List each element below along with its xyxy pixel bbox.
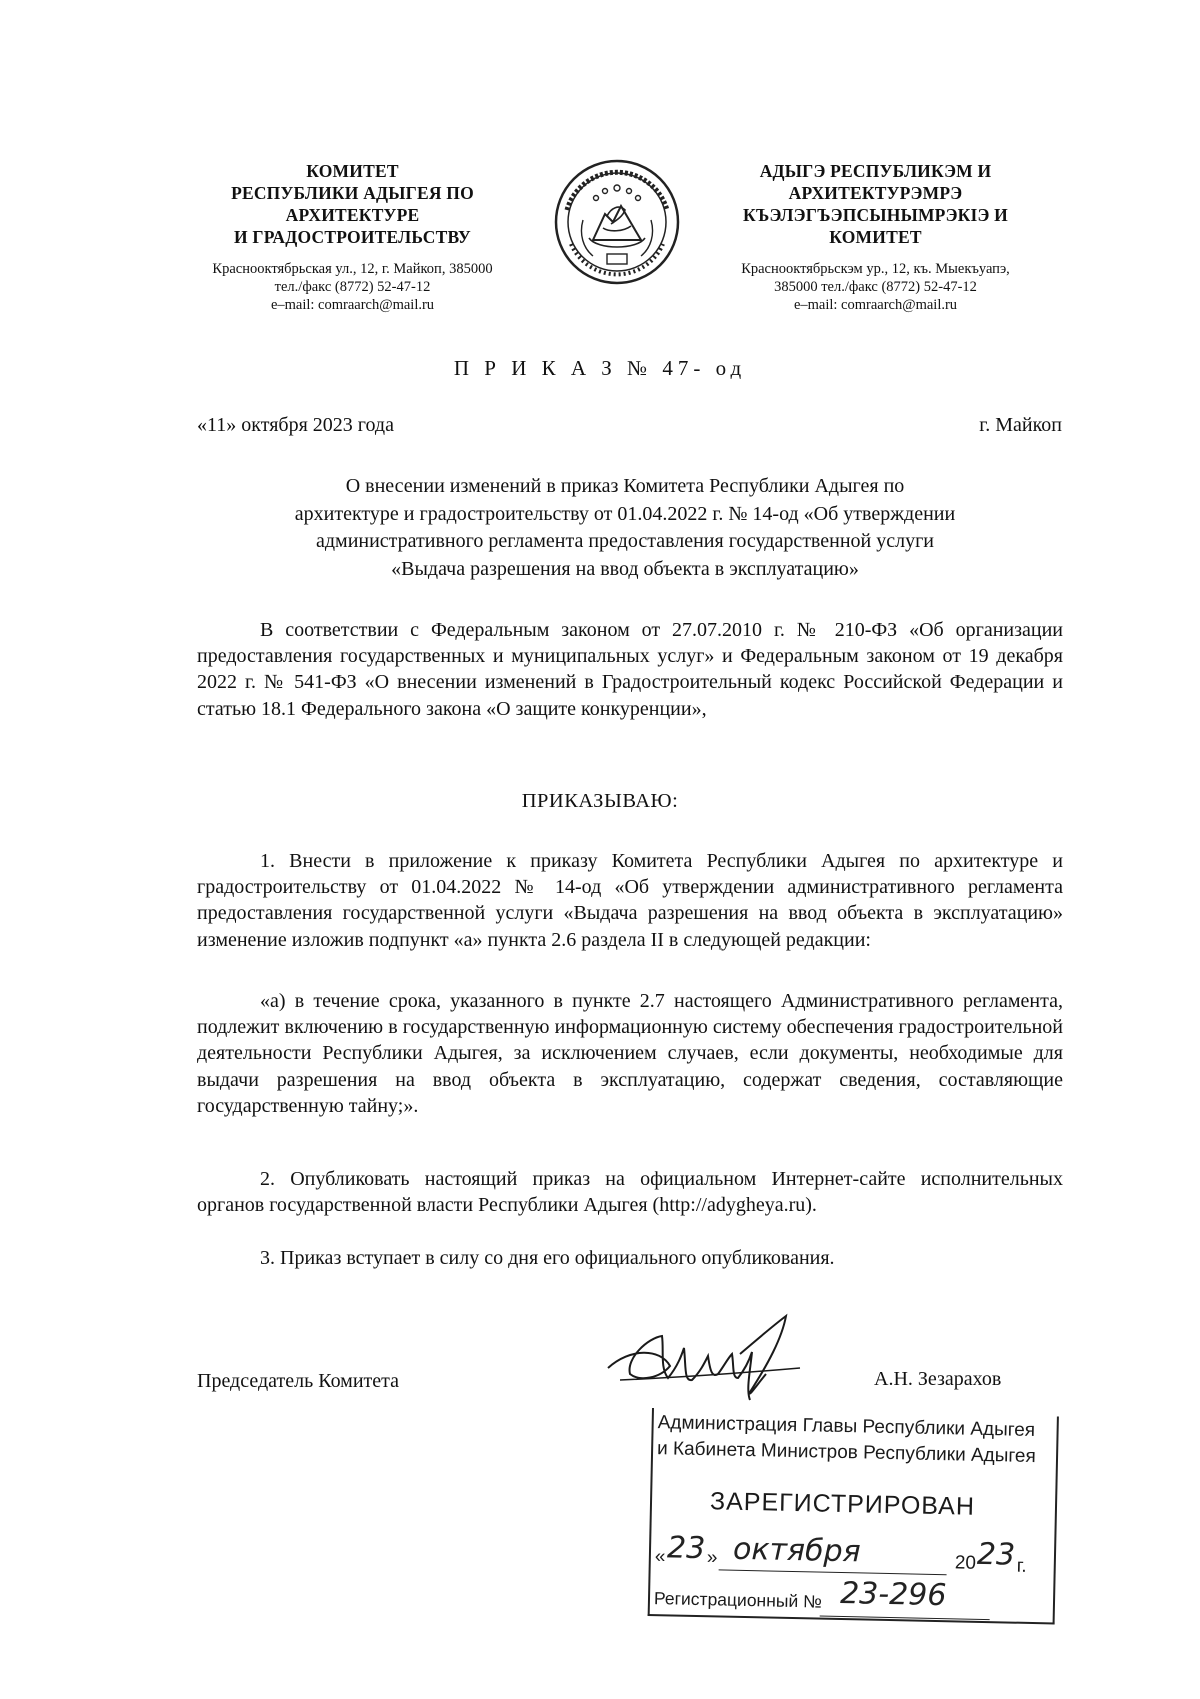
header-right-title-line: КЪЭЛЭГЪЭПСЫНЫМРЭКIЭ И <box>742 205 1008 225</box>
stamp-year-unit: г. <box>1016 1555 1027 1577</box>
order-title: П Р И К А З № 47- од <box>453 356 747 380</box>
registration-stamp <box>648 1408 1057 1624</box>
item-1: 1. Внести в приложение к приказу Комитета Республики Адыгея по архитектуре и градостроительству от 01.04.2022 № 14-од «Об утверждении административного регламента предоставления государственной услуги «Выдача разрешения на ввод объекта в эксплуатацию» изменение изложив подпункт «а» пункта 2.6 раздела II в следующей редакции: <box>197 850 1063 951</box>
stamp-reg-number: 23-296 <box>839 1575 947 1614</box>
header-left-phone: тел./факс (8772) 52-47-12 <box>274 279 431 295</box>
stamp-quote-open: « <box>654 1546 666 1568</box>
stamp-reg-label: Регистрационный № <box>653 1588 823 1612</box>
order-word: ПРИКАЗЫВАЮ: <box>521 790 679 812</box>
signatory-role: Председатель Комитета <box>197 1370 400 1392</box>
subject-line: «Выдача разрешения на ввод объекта в эксплуатацию» <box>391 557 859 580</box>
handwritten-signature <box>600 1308 830 1418</box>
header-left-title-line: РЕСПУБЛИКИ АДЫГЕЯ ПО <box>231 183 474 203</box>
header-left-contacts <box>180 260 525 314</box>
item-3: 3. Приказ вступает в силу со дня его официального опубликования. <box>260 1247 835 1269</box>
header-right <box>703 160 1048 314</box>
stamp-year: 23 <box>976 1536 1016 1573</box>
stamp-authority-line: и Кабинета Министров Республики Адыгея <box>656 1438 1036 1468</box>
stamp-year-prefix: 20 <box>954 1552 977 1574</box>
header-right-title-line: АРХИТЕКТУРЭМРЭ <box>788 183 963 203</box>
header-left-address: Краснооктябрьская ул., 12, г. Майкоп, 385000 <box>212 261 493 277</box>
signatory-name: А.Н. Зезарахов <box>874 1368 1002 1390</box>
order-date: «11» октября 2023 года <box>197 414 394 436</box>
header-left-title-line: КОМИТЕТ <box>306 161 399 181</box>
header-right-title <box>703 160 1048 248</box>
stamp-authority-line: Администрация Главы Республики Адыгея <box>657 1412 1036 1442</box>
header-right-phone: 385000 тел./факс (8772) 52-47-12 <box>774 279 977 295</box>
order-city: г. Майкоп <box>979 414 1062 436</box>
subject-line: административного регламента предоставления государственной услуги <box>315 530 935 552</box>
coat-of-arms-icon <box>553 158 681 286</box>
subject-line: архитектуре и градостроительству от 01.04.2022 г. № 14-од «Об утверждении <box>294 502 956 525</box>
header-right-email: e–mail: comraarch@mail.ru <box>793 297 958 313</box>
order-subject <box>230 473 1020 583</box>
item-1a: «а) в течение срока, указанного в пункте 2.7 настоящего Административного регламента, подлежит включению в государственную информационную систему обеспечения градостроительной деятельности Республики Адыгея, за исключением случаев, если документы, необходимые для выдачи разрешения на ввод объекта в эксплуатацию, содержат сведения, составляющие государственную тайну;». <box>197 990 1063 1117</box>
header-right-title-line: АДЫГЭ РЕСПУБЛИКЭМ И <box>759 161 992 181</box>
header-left <box>180 160 525 314</box>
header-right-title-line: КОМИТЕТ <box>829 227 922 247</box>
header-left-email: e–mail: comraarch@mail.ru <box>270 297 435 313</box>
header-right-contacts <box>703 260 1048 314</box>
header-right-address: Краснооктябрьскэм ур., 12, къ. Мыекъуапэ, <box>741 261 1010 277</box>
preamble-paragraph: В соответствии с Федеральным законом от 27.07.2010 г. № 210-ФЗ «Об организации предоставления государственных и муниципальных услуг» и Федеральным законом от 19 декабря 2022 г. № 541-ФЗ «О внесении изменений в Градостроительный кодекс Российской Федерации и статью 18.1 Федерального закона «О защите конкуренции», <box>197 619 1063 720</box>
header-left-title <box>180 160 525 248</box>
stamp-quote-close: » <box>706 1547 718 1569</box>
stamp-month: октября <box>732 1531 861 1570</box>
header-left-title-line: И ГРАДОСТРОИТЕЛЬСТВУ <box>234 227 471 247</box>
stamp-date-row <box>655 1532 1051 1580</box>
header-left-title-line: АРХИТЕКТУРЕ <box>285 205 420 225</box>
item-2: 2. Опубликовать настоящий приказ на официальном Интернет-сайте исполнительных органов государственной власти Республики Адыгея (http://adygheya.ru). <box>197 1168 1063 1217</box>
stamp-day: 23 <box>666 1530 706 1567</box>
subject-line: О внесении изменений в приказ Комитета Республики Адыгея по <box>345 475 905 497</box>
stamp-registered-label: ЗАРЕГИСТРИРОВАН <box>709 1487 976 1521</box>
